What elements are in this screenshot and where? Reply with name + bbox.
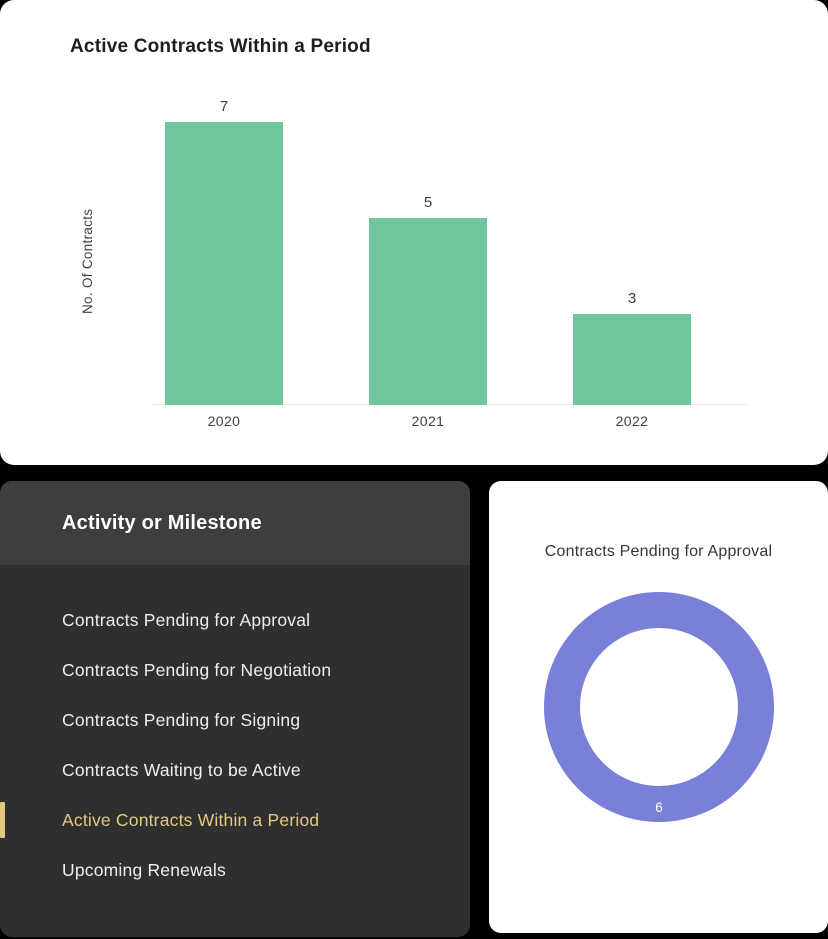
sidebar-item-upcoming-renewals[interactable]: Upcoming Renewals [62, 859, 226, 880]
bar-value-label: 3 [627, 290, 637, 307]
sidebar-item-contracts-pending-signing[interactable]: Contracts Pending for Signing [62, 709, 301, 730]
x-tick-2022: 2022 [615, 413, 649, 429]
donut-chart [539, 587, 779, 827]
activity-menu [0, 565, 470, 895]
bar-value-label: 5 [423, 194, 433, 211]
bar-2022[interactable] [573, 314, 691, 405]
bar-2020[interactable] [165, 122, 283, 405]
active-contracts-chart-card [0, 0, 828, 465]
donut-value-label: 6 [655, 800, 663, 815]
bar-column-2020 [122, 95, 326, 405]
bar-2021[interactable] [369, 218, 487, 405]
x-axis-ticks [122, 413, 734, 429]
pending-approval-chart-card [489, 481, 828, 933]
donut-ring-pending-approval[interactable] [562, 610, 756, 804]
chart-title: Active Contracts Within a Period [70, 36, 371, 57]
sidebar-item-contracts-pending-negotiation[interactable]: Contracts Pending for Negotiation [62, 659, 332, 680]
x-tick-2020: 2020 [207, 413, 241, 429]
donut-chart-title: Contracts Pending for Approval [544, 543, 773, 560]
panel-header [0, 481, 470, 565]
bar-chart-plot-area [122, 95, 734, 405]
bar-column-2022 [530, 95, 734, 405]
bar-value-label: 7 [219, 98, 229, 115]
sidebar-item-active-contracts-period[interactable]: Active Contracts Within a Period [62, 809, 320, 830]
active-item-indicator [0, 802, 5, 838]
y-axis-label: No. Of Contracts [80, 208, 95, 314]
sidebar-item-contracts-waiting-active[interactable]: Contracts Waiting to be Active [62, 759, 301, 780]
x-tick-2021: 2021 [411, 413, 445, 429]
activity-milestone-panel [0, 481, 470, 937]
panel-header-title: Activity or Milestone [62, 511, 262, 534]
bar-column-2021 [326, 95, 530, 405]
sidebar-item-contracts-pending-approval[interactable]: Contracts Pending for Approval [62, 609, 311, 630]
